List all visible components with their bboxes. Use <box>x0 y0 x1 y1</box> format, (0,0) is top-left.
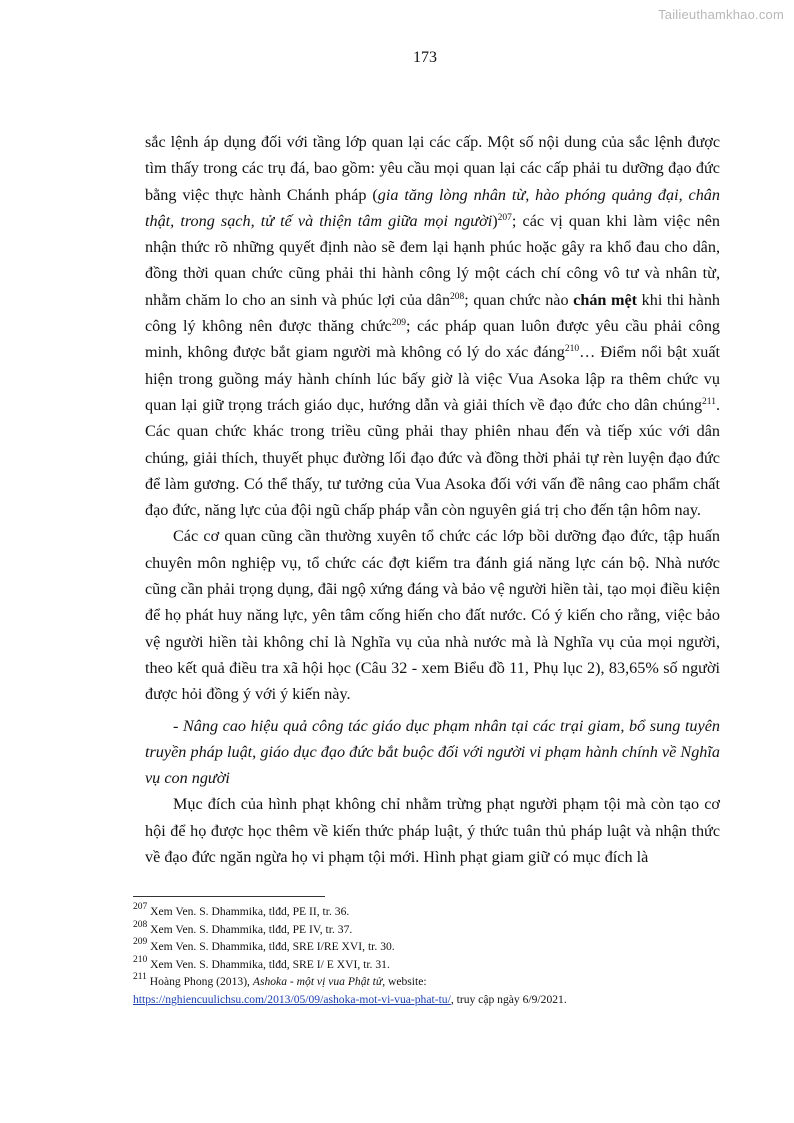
text-run: khi thi hành công lý không nên được thăng chức <box>145 290 721 336</box>
footnote-text: Xem Ven. S. Dhammika, tlđd, SRE I/RE XVI, tr. 30. <box>147 940 395 954</box>
footnote-number: 210 <box>133 954 148 965</box>
footnote-ref[interactable]: 210 <box>564 344 580 355</box>
footnote-ref[interactable]: 209 <box>391 318 406 329</box>
footnote-207 <box>133 903 733 921</box>
text-run: ) <box>492 211 498 230</box>
footnote-210 <box>133 956 733 974</box>
text-run: ; các pháp quan luôn được yêu cầu phải công minh, không được bắt giam người mà không có lý do xác đáng <box>145 317 721 362</box>
footnote-divider <box>133 896 325 897</box>
footnote-number: 209 <box>133 937 148 948</box>
footnote-text: Xem Ven. S. Dhammika, tlđd, PE IV, tr. 37. <box>147 922 353 936</box>
body-text <box>145 129 720 870</box>
footnote-text: , website: <box>382 975 427 989</box>
footnote-text: Hoàng Phong (2013), <box>146 975 253 989</box>
page-number: 173 <box>413 49 437 66</box>
footnote-access-date: , truy cập ngày 6/9/2021. <box>450 992 567 1006</box>
footnote-ref[interactable]: 207 <box>497 212 512 223</box>
footnotes <box>133 903 733 1009</box>
section-heading-italic <box>145 713 720 792</box>
footnote-211-link-line <box>133 991 733 1009</box>
text-run: sắc lệnh áp dụng đối với tầng lớp quan lại các cấp. Một số nội dung của sắc lệnh được tìm thấy trong các trụ đá, bao gồm: yêu cầu mọi quan lại các cấp phải tu dưỡng đạo đức bằng việc thực hành Chánh pháp ( <box>145 133 720 204</box>
footnote-text: Xem Ven. S. Dhammika, tlđd, SRE I/ E XVI, tr. 31. <box>147 957 390 971</box>
text-run: . Các quan chức khác trong triều cũng phải thay phiên nhau đến và tiếp xúc với dân chúng, giải thích, thuyết phục đường lối đạo đức và đồng thời phải tự rèn luyện đạo đức để làm gương. Có thể thấy, tư tưởng của Vua Asoka đối với vấn đề nâng cao phẩm chất đạo đức, năng lực của đội ngũ chấp pháp vẫn còn nguyên giá trị cho đến tận hôm nay. <box>145 395 720 520</box>
paragraph-training: Các cơ quan cũng cần thường xuyên tổ chức các lớp bồi dưỡng đạo đức, tập huấn chuyên môn nghiệp vụ, tổ chức các đợt kiểm tra đánh giá năng lực cán bộ. Nhà nước cũng cần phải trọng dụng, đãi ngộ xứng đáng và bảo vệ người hiền tài, tạo mọi điều kiện để họ phát huy năng lực, yên tâm cống hiến cho đất nước. Có ý kiến cho rằng, việc bảo vệ người hiền tài không chỉ là Nghĩa vụ của nhà nước mà là Nghĩa vụ của mọi người, theo kết quả điều tra xã hội học (Câu 32 - xem Biểu đồ 11, Phụ lục 2), 83,65% số người được hỏi đồng ý với ý kiến này. <box>145 527 720 704</box>
footnote-number: 208 <box>133 919 148 930</box>
italic-heading: - Nâng cao hiệu quả công tác giáo dục phạm nhân tại các trại giam, bổ sung tuyên truyền pháp luật, giáo dục đạo đức bắt buộc đối với người vi phạm hành chính về Nghĩa vụ con người <box>145 716 720 788</box>
paragraph-punishment: Mục đích của hình phạt không chỉ nhằm trừng phạt người phạm tội mà còn tạo cơ hội để họ được học thêm về kiến thức pháp luật, ý thức tuân thủ pháp luật và nhận thức về đạo đức ngăn ngừa họ vi phạm tội mới. Hình phạt giam giữ có mục đích là <box>145 795 720 867</box>
footnote-title: Ashoka - một vị vua Phật tử <box>252 975 383 989</box>
footnote-211 <box>133 973 733 991</box>
watermark: Tailieuthamkhao.com <box>658 7 784 22</box>
footnote-text: Xem Ven. S. Dhammika, tlđd, PE II, tr. 36. <box>147 905 350 918</box>
text-run: ; các vị quan khi làm việc nên nhận thức rõ những quyết định nào sẽ đem lại hạnh phúc hoặc gây ra khổ đau cho dân, đồng thời quan chức cũng phải thi hành công lý một cách chí công vô tư và nhân từ, nhằm chăm lo cho an sinh và phúc lợi của dân <box>145 211 720 309</box>
footnote-ref[interactable]: 211 <box>702 396 716 407</box>
footnote-209 <box>133 938 733 956</box>
bold-text: chán mệt <box>573 290 638 309</box>
footnote-208 <box>133 921 733 939</box>
footnote-number: 211 <box>133 972 147 983</box>
footnote-number: 207 <box>133 902 148 912</box>
footnote-ref[interactable]: 208 <box>450 291 465 302</box>
text-run: ; quan chức nào <box>464 290 574 309</box>
paragraph-asoka-edicts <box>145 129 720 523</box>
text-run: … Điểm nổi bật xuất hiện trong guồng máy hành chính lúc bấy giờ là việc Vua Asoka lập ra thêm chức vụ quan lại giữ trọng trách giáo dục, hướng dẫn và giải thích về đạo đức cho dân chúng <box>145 343 721 414</box>
italic-text: gia tăng lòng nhân từ, hào phóng quảng đại, chân thật, trong sạch, tử tế và thiện tâm giữa mọi người <box>145 185 720 230</box>
source-link[interactable]: https://nghiencuulichsu.com/2013/05/09/ashoka-mot-vi-vua-phat-tu/ <box>133 992 451 1006</box>
